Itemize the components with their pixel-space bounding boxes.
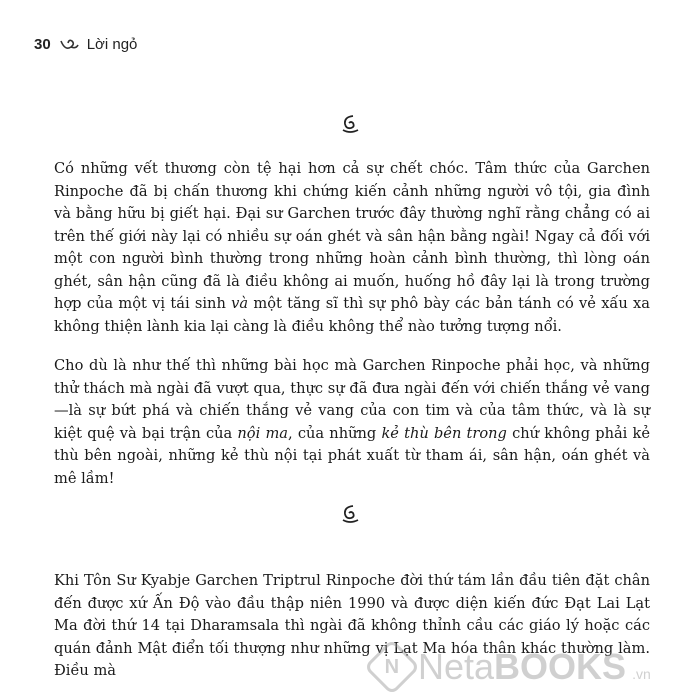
text-segment: , của những	[288, 424, 382, 442]
paragraph-1	[54, 158, 650, 338]
text-segment: Có những vết thương còn tệ hại hơn cả sự chết chóc. Tâm thức của Garchen Rinpoche đã bị chấn thương khi chứng kiến cảnh những người vô tội, gia đình và bằng hữu bị giết hại. Đại sư Garchen trước đây thường nghĩ rằng chẳng có ai trên thế giới này lại có nhiều sự oán ghét và sân hận bằng ngài! Ngay cả đối với một con người bình thường trong những hoàn cảnh bình thường, thì lòng oán ghét, sân hận cũng đã là điều không ai muốn, huống hồ đây lại là trong trường hợp của một vị tái sinh	[54, 160, 650, 312]
text-segment: Khi Tôn Sư Kyabje Garchen Triptrul Rinpoche đời thứ tám lần đầu tiên đặt chân đến được xứ Ấn Độ vào đầu thập niên 1990 và được diện kiến đức Đạt Lai Lạt Ma đời thứ 14 tại Dharamsala thì ngài đã không thỉnh cầu các giáo lý hoặc các quán đảnh Mật điển tối thượng như những vị Lạt Ma hóa thân khác thường làm. Điều mà	[54, 572, 650, 679]
italic-segment: và	[231, 295, 249, 312]
page-number: 30	[34, 36, 51, 53]
swirl-ornament-icon	[59, 37, 79, 53]
netabooks-logo-icon	[364, 639, 421, 696]
logo-letter: N	[384, 655, 400, 678]
text-segment: Cho dù là như thế thì những bài học mà Garchen Rinpoche phải học, và những thử thách mà ngài đã vượt qua, thực sự đã đưa ngài đến với chiến thắng vẻ vang—là sự bứt phá và chiến thắng vẻ vang của con tim và của tâm thức, và là sự kiệt quệ và bại trận của	[54, 357, 650, 442]
paragraph-2	[54, 355, 650, 490]
netabooks-watermark	[372, 646, 651, 688]
watermark-text-bold: BOOKS	[494, 646, 627, 687]
italic-segment: nội ma	[237, 424, 288, 442]
text-segment: một tăng sĩ thì sự phô bày các bản tánh có vẻ xấu xa không thiện lành kia lại càng là điều không thể nào tưởng tượng nổi.	[54, 295, 650, 335]
page-header	[34, 36, 137, 53]
watermark-suffix: .vn	[632, 666, 651, 682]
italic-segment: kẻ thù bên trong	[381, 424, 507, 442]
watermark-text-light: Neta	[418, 646, 495, 687]
chapter-title: Lời ngỏ	[86, 36, 138, 53]
watermark-text	[418, 646, 626, 688]
tibetan-swirl-icon	[339, 113, 361, 135]
tibetan-swirl-icon	[339, 503, 361, 525]
text-segment: chứ không phải kẻ thù bên ngoài, những kẻ thù nội tại phát xuất từ tham ái, sân hận, oán ghét và mê lầm!	[54, 424, 651, 487]
